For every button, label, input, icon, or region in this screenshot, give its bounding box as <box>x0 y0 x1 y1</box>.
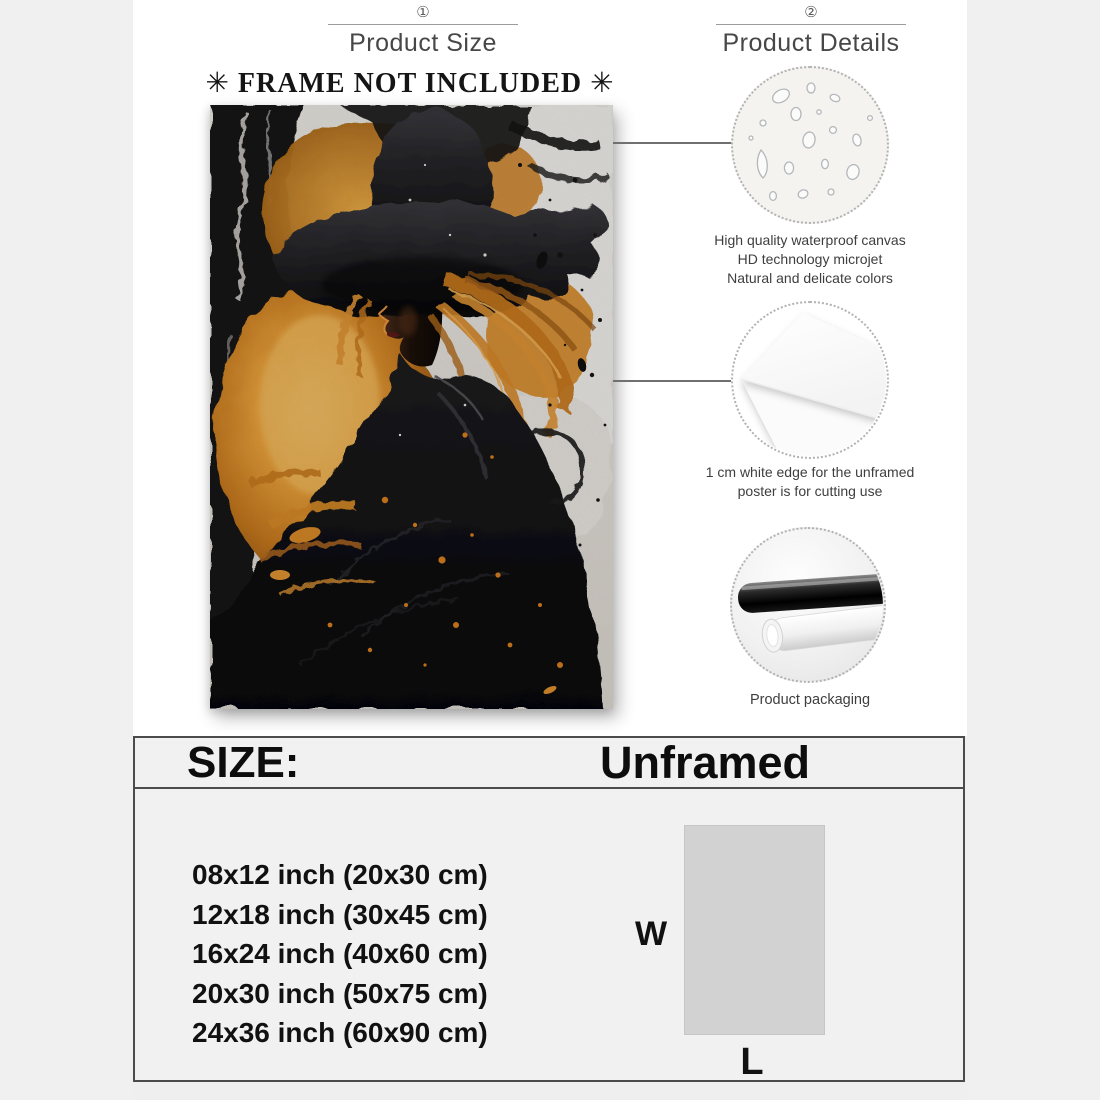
length-label: L <box>740 1041 764 1083</box>
leader-line-edge-detail <box>613 380 732 382</box>
packaging-tubes-icon <box>730 527 886 683</box>
caption-line: High quality waterproof canvas <box>714 232 906 248</box>
unframed-header-label: Unframed <box>600 737 811 788</box>
size-option: 16x24 inch (40x60 cm) <box>192 938 488 969</box>
caption-line: HD technology microjet <box>737 251 883 267</box>
size-table-header <box>135 738 963 789</box>
caption-line: Product packaging <box>749 692 871 708</box>
white-edge-caption <box>685 463 935 501</box>
caption-line: poster is for cutting use <box>737 483 883 499</box>
size-option: 12x18 inch (30x45 cm) <box>192 898 488 930</box>
dimension-diagram-rect <box>684 825 825 1035</box>
circled-one-icon: ① <box>416 4 430 21</box>
header-underline <box>328 3 518 25</box>
waterproof-canvas-texture-icon <box>731 66 889 224</box>
left-margin-strip <box>0 0 133 1100</box>
caption-line: Natural and delicate colors <box>727 270 893 286</box>
size-table <box>133 736 965 1082</box>
section-header-product-details <box>716 3 906 58</box>
poster-artwork <box>210 105 613 709</box>
waterproof-canvas-caption <box>690 231 930 288</box>
circled-two-icon: ② <box>804 4 818 21</box>
section-title: Product Details <box>722 29 900 57</box>
size-option: 24x36 inch (60x90 cm) <box>192 1017 488 1048</box>
frame-not-included-notice: ✳ FRAME NOT INCLUDED ✳ <box>205 68 615 99</box>
right-margin-strip <box>967 0 1100 1100</box>
caption-line: 1 cm white edge for the unframed <box>705 464 915 480</box>
size-option: 08x12 inch (20x30 cm) <box>192 859 488 890</box>
size-header-label: SIZE: <box>187 738 300 787</box>
leader-line-canvas-detail <box>613 142 732 144</box>
section-title: Product Size <box>349 29 497 57</box>
size-options-list <box>192 855 488 1053</box>
width-label: W <box>634 915 668 953</box>
section-header-product-size <box>328 3 518 58</box>
header-underline <box>716 3 906 25</box>
size-option: 20x30 inch (50x75 cm) <box>192 977 488 1009</box>
packaging-caption <box>710 691 910 710</box>
white-edge-paper-corner-icon <box>731 301 889 459</box>
witch-painting <box>210 105 613 709</box>
